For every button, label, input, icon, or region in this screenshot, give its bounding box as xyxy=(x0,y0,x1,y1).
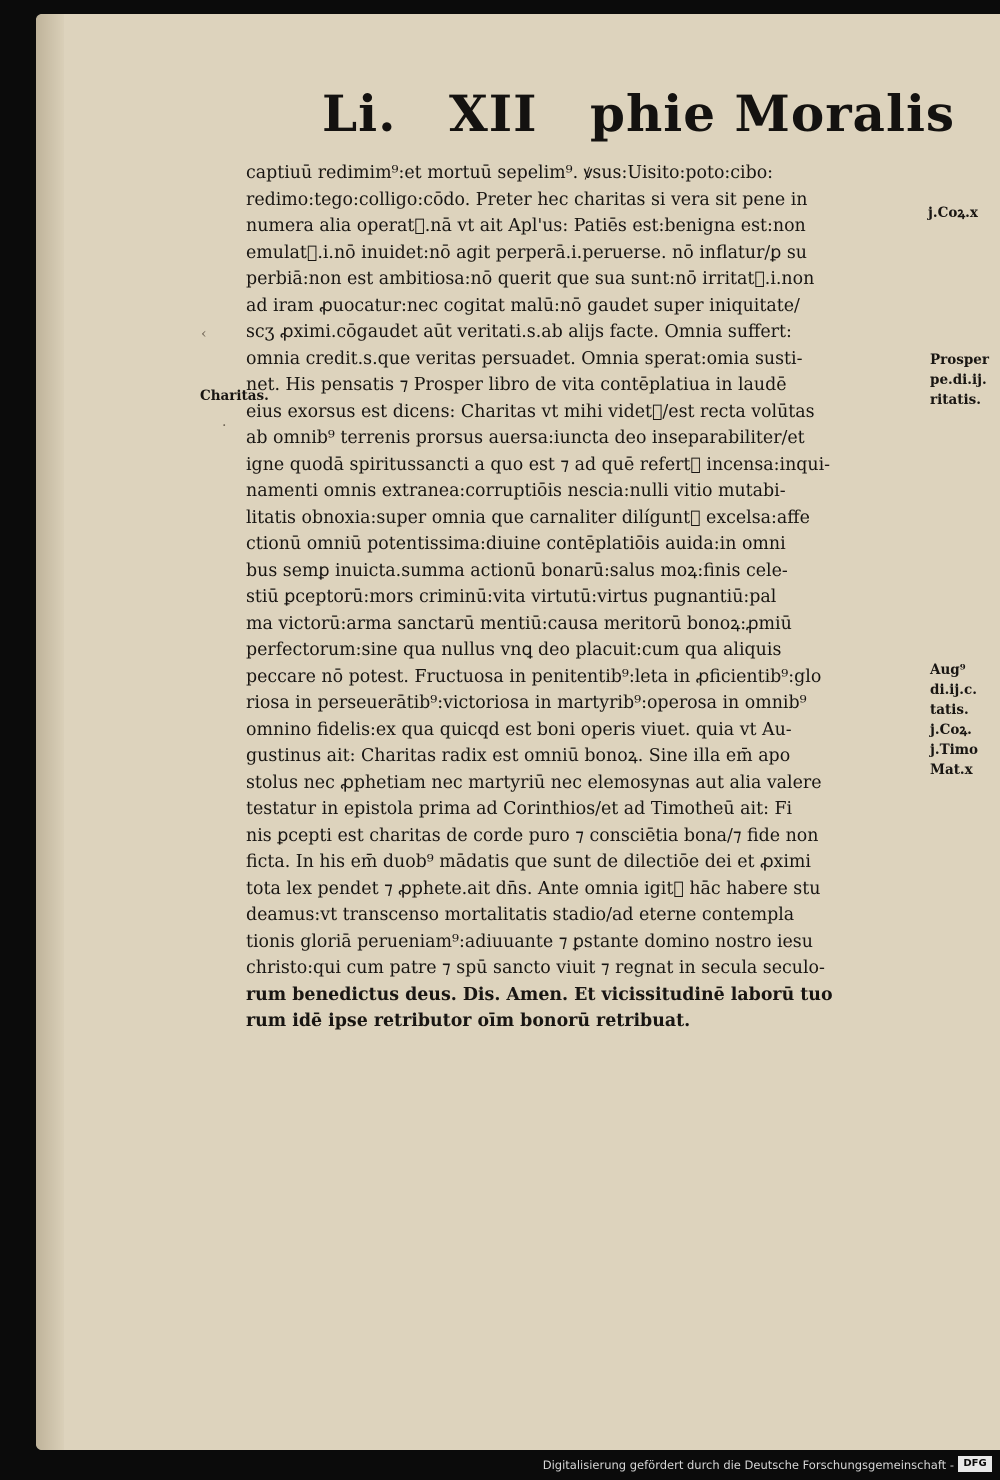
main-text-block xyxy=(246,160,946,1035)
text-line: ab omnib⁹ terrenis prorsus auersa:iuncta deo inseparabiliter/et xyxy=(246,428,805,448)
text-line: net. His pensatis ⁊ Prosper libro de vita contēplatiua in laudē xyxy=(246,375,787,395)
text-line: perbiā:non est ambitiosa:nō querit que sua sunt:nō irritat᷑.i.non xyxy=(246,269,815,289)
text-line: deamus:vt transcenso mortalitatis stadio/ad eterne contempla xyxy=(246,905,795,925)
text-line: ctionū omniū potentissima:diuine contēplatiōis auida:in omni xyxy=(246,534,786,554)
margin-note-line: di.ij.c. xyxy=(930,682,977,698)
text-line: scʒ ꝓximi.cōgaudet aūt veritati.s.ab alijs facte. Omnia suffert: xyxy=(246,322,792,342)
margin-note-line: Mat.x xyxy=(930,762,973,778)
text-line: litatis obnoxia:super omnia que carnaliter dilígunt᷑ excelsa:affe xyxy=(246,507,810,528)
text-line: rum idē ipse retributor oīm bonorū retribuat. xyxy=(246,1011,691,1031)
text-line: stiū ꝑceptorū:mors criminū:vita virtutū:virtus pugnantiū:pal xyxy=(246,587,777,607)
running-head-number: XII xyxy=(448,84,538,143)
margin-note-prosper xyxy=(930,350,989,410)
text-line: omnino fidelis:ex qua quicqd est boni operis viuet. quia vt Au- xyxy=(246,719,792,740)
text-line: testatur in epistola prima ad Corinthios/et ad Timotheū ait: Fi xyxy=(246,799,793,819)
running-head-book: Li. xyxy=(322,84,397,143)
text-line: perfectorum:sine qua nullus vnꝗ deo placuit:cum qua aliquis xyxy=(246,640,782,660)
text-line: eius exorsus est dicens: Charitas vt mihi videt᷑/est recta volūtas xyxy=(246,401,815,422)
text-line: ad iram ꝓuocatur:nec cogitat malū:nō gaudet super iniquitate/ xyxy=(246,295,800,316)
text-line: redimo:tego:colligo:cōdo. Preter hec charitas si vera sit pene in xyxy=(246,189,808,210)
text-line: nis ꝑcepti est charitas de corde puro ⁊ consciētia bona/⁊ fide non xyxy=(246,825,819,846)
text-line: omnia credit.s.que veritas persuadet. Omnia sperat:omia susti- xyxy=(246,348,803,369)
margin-note-line: j.Timo xyxy=(930,742,979,758)
running-head-title: phie Moralis xyxy=(589,84,956,143)
text-line: bus semꝑ inuicta.summa actionū bonarū:salus moꝝ:finis cele- xyxy=(246,560,788,581)
text-line: tota lex pendet ⁊ ꝓphete.ait dn̄s. Ante omnia igit᷑ hāc habere stu xyxy=(246,878,821,899)
margin-note-line: pe.di.ij. xyxy=(930,372,987,388)
text-line: rum benedictus deus. Dis. Amen. Et vicissitudinē laborū tuo xyxy=(246,984,833,1005)
text-line: emulat᷑.i.nō inuidet:nō agit perperā.i.peruerse. nō inflatur/ꝑ su xyxy=(246,242,807,263)
text-line: tionis gloriā perueniam⁹:adiuuante ⁊ ꝑstante domino nostro iesu xyxy=(246,931,813,952)
text-line: numera alia operat᷑.nā vt ait Apl'us: Patiēs est:benigna est:non xyxy=(246,216,806,236)
dfg-logo: DFG xyxy=(958,1456,992,1472)
ink-mark: ‹ xyxy=(201,326,207,342)
margin-note-line: Aug⁹ xyxy=(930,662,966,678)
margin-note-charitas: Charitas. xyxy=(200,388,269,404)
margin-note-line: Prosper xyxy=(930,352,990,368)
margin-note-line: tatis. xyxy=(930,702,969,718)
text-line: captiuū redimim⁹:et mortuū sepelim⁹. ꝟsus:Uisito:poto:cibo: xyxy=(246,163,774,183)
text-line: ma victorū:arma sanctarū mentiū:causa meritorū bonoꝝ:ꝓmiū xyxy=(246,613,792,634)
text-line: ficta. In his em̄ duob⁹ mādatis que sunt de dilectiōe dei et ꝓximi xyxy=(246,852,811,872)
margin-note-line: j.Coꝝ. xyxy=(930,722,972,738)
margin-note-corinthians: j.Coꝝ.x xyxy=(928,205,978,221)
text-line: gustinus ait: Charitas radix est omniū bonoꝝ. Sine illa em̄ apo xyxy=(246,746,791,766)
text-line: stolus nec ꝓphetiam nec martyriū nec elemosynas aut alia valere xyxy=(246,772,822,793)
text-line: namenti omnis extranea:corruptiōis nescia:nulli vitio mutabi- xyxy=(246,481,786,501)
ink-mark: · xyxy=(222,418,227,434)
text-line: peccare nō potest. Fructuosa in penitentib⁹:leta in ꝓficientib⁹:glo xyxy=(246,666,822,687)
margin-note-augustine xyxy=(930,660,978,780)
margin-note-line: ritatis. xyxy=(930,392,981,408)
text-line: riosa in perseuerātib⁹:victoriosa in martyrib⁹:operosa in omnib⁹ xyxy=(246,693,807,713)
page-edge xyxy=(36,14,64,1450)
text-line: christo:qui cum patre ⁊ spū sancto viuit ⁊ regnat in secula seculo- xyxy=(246,958,825,978)
running-head xyxy=(322,84,956,154)
text-line: igne quodā spiritussancti a quo est ⁊ ad quē refert᷑ incensa:inqui- xyxy=(246,454,831,475)
footer-credit: Digitalisierung gefördert durch die Deutsche Forschungsgemeinschaft - xyxy=(542,1458,954,1472)
